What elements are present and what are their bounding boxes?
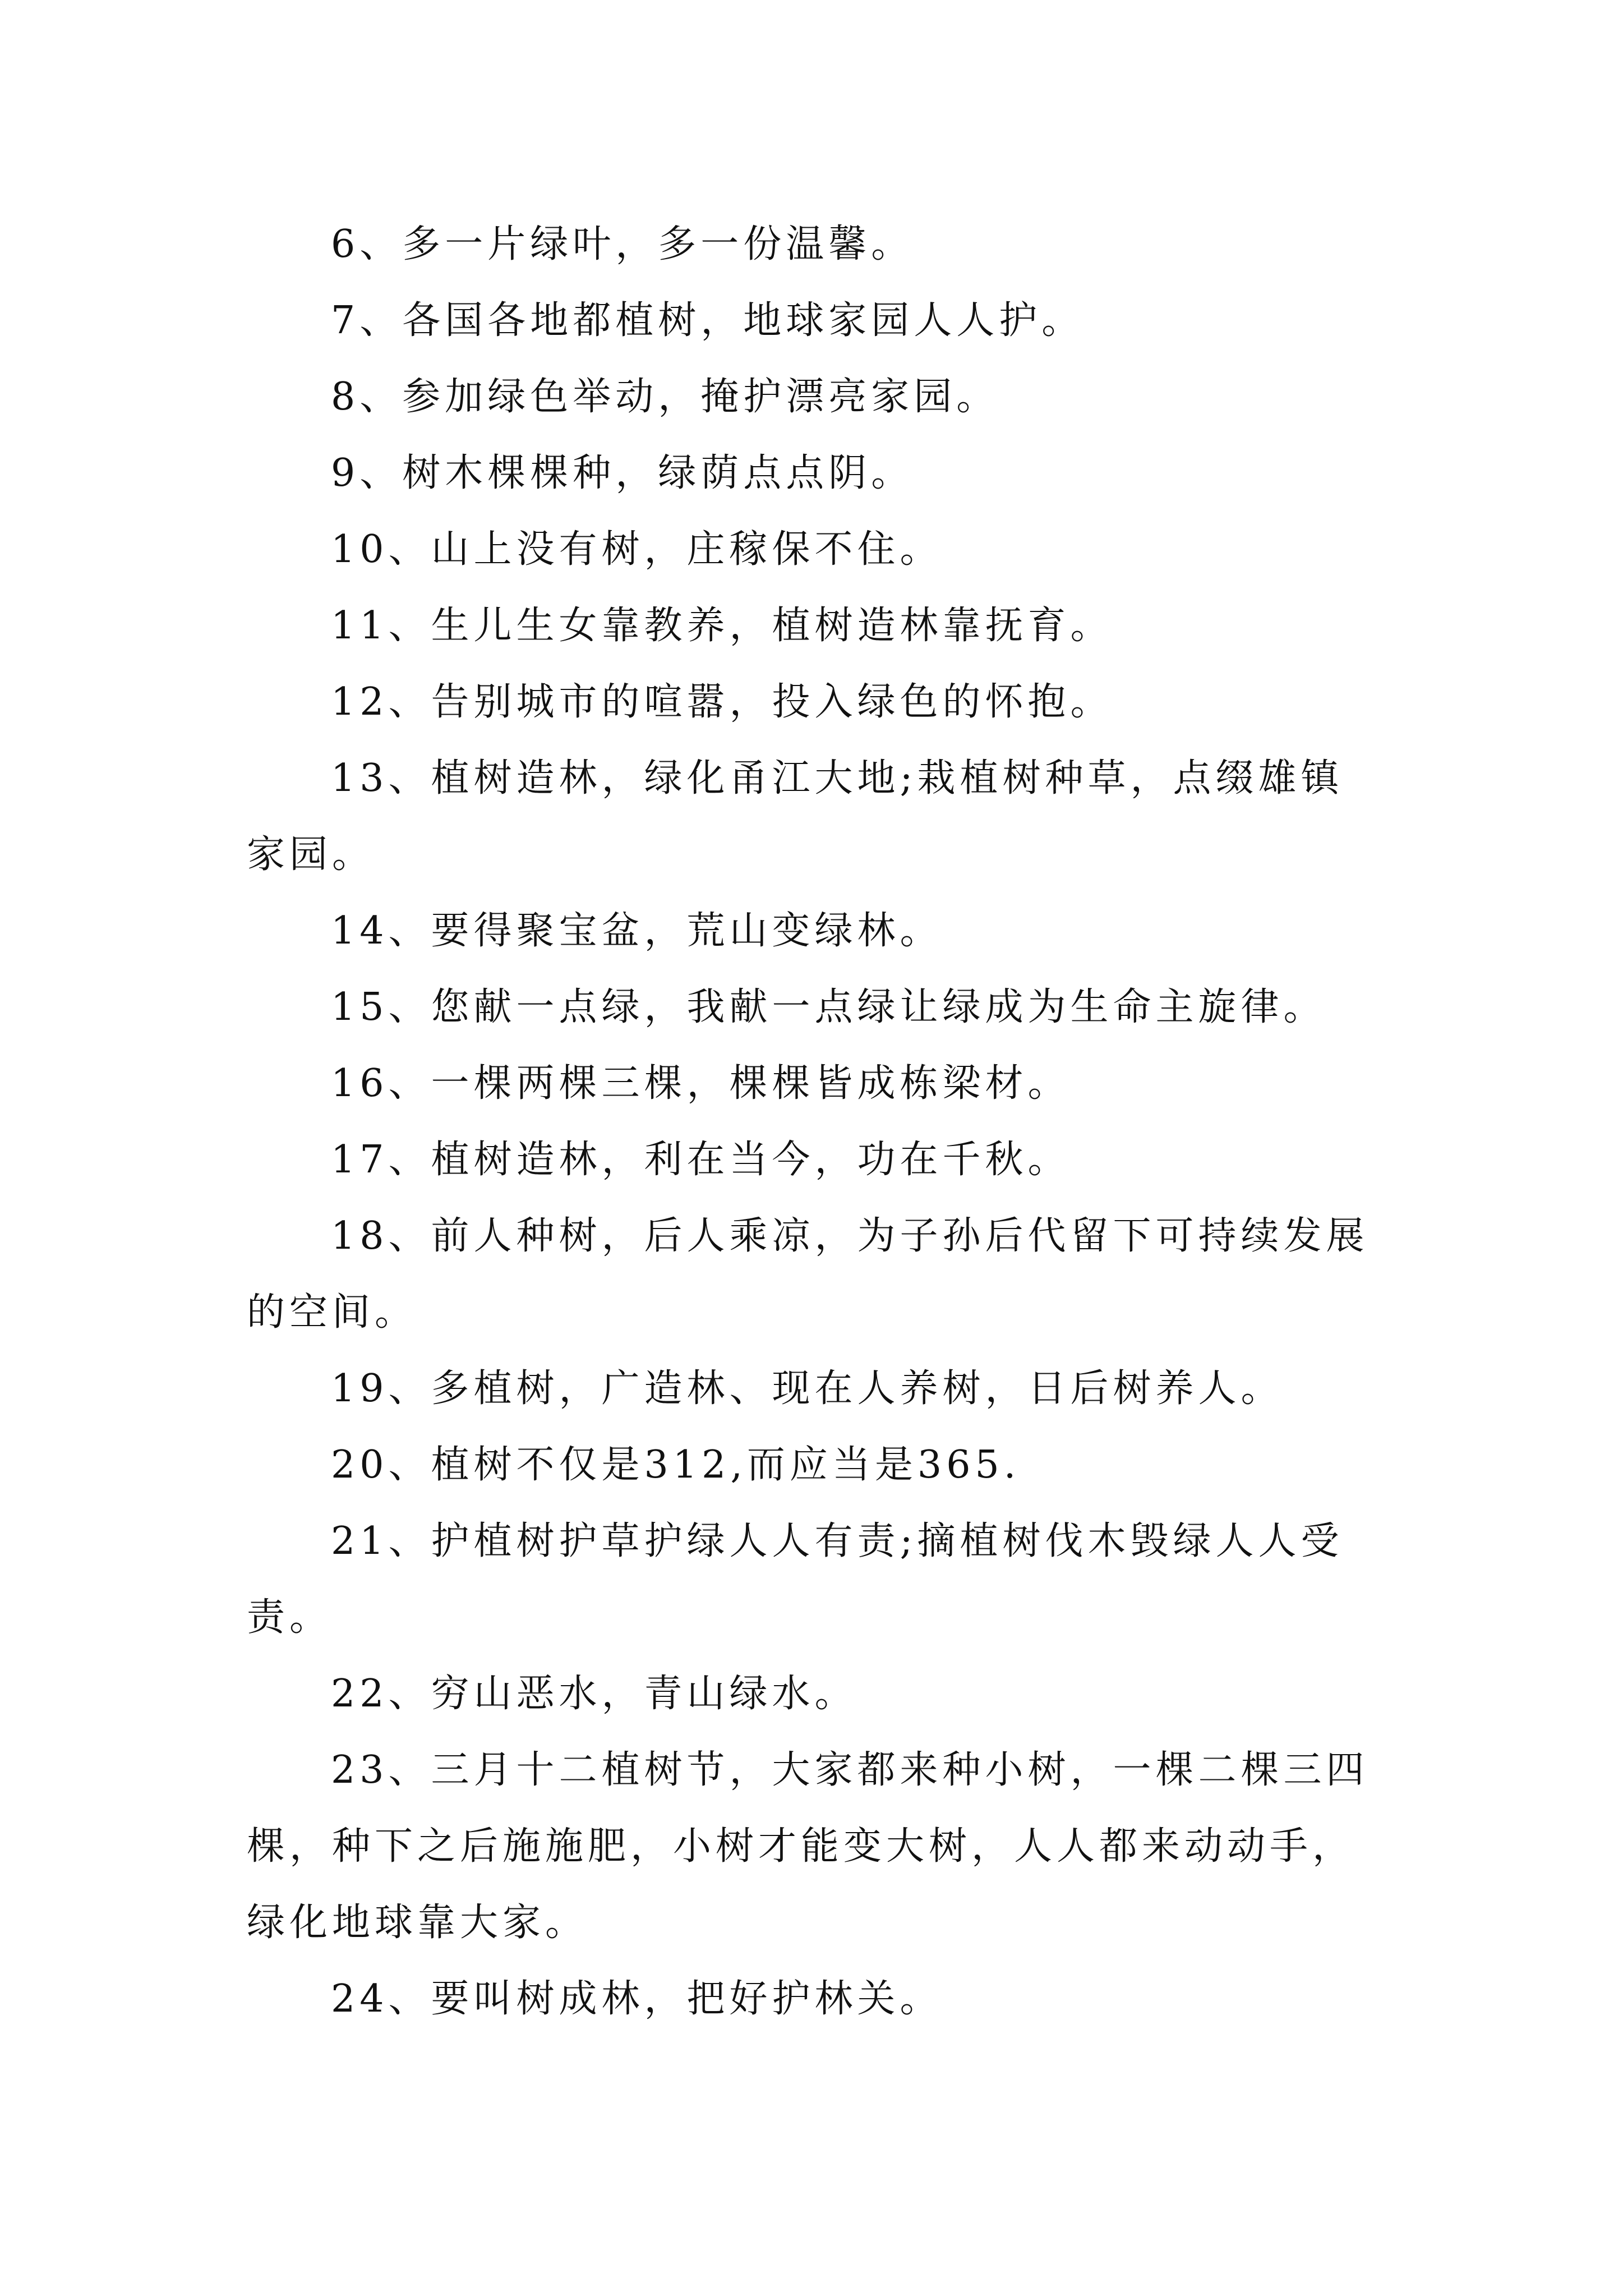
list-item: 11、生儿生女靠教养，植树造林靠抚育。 (331, 604, 1113, 648)
list-item: 18、前人种树，后人乘凉，为子孙后代留下可持续发展的空间。 (247, 1214, 1369, 1335)
list-item: 9、树木棵棵种，绿荫点点阴。 (331, 451, 914, 495)
list-item: 10、山上没有树，庄稼保不住。 (331, 527, 943, 572)
list-item: 8、参加绿色举动，掩护漂亮家园。 (331, 375, 999, 419)
list-item: 24、要叫树成林，把好护林关。 (331, 1977, 943, 2021)
list-item: 21、护植树护草护绿人人有责;摘植树伐木毁绿人人受责。 (247, 1519, 1344, 1640)
list-item: 20、植树不仅是312,而应当是365. (331, 1443, 1021, 1487)
slogan-list (247, 206, 1385, 2037)
list-item: 14、要得聚宝盆，荒山变绿林。 (331, 909, 943, 953)
list-item: 13、植树造林，绿化甬江大地;栽植树种草，点缀雄镇家园。 (247, 756, 1344, 877)
list-item: 22、穷山恶水，青山绿水。 (331, 1672, 857, 1716)
list-item: 16、一棵两棵三棵，棵棵皆成栋梁材。 (331, 1061, 1071, 1106)
list-item: 6、多一片绿叶，多一份温馨。 (331, 222, 914, 266)
list-item: 19、多植树，广造林、现在人养树，日后树养人。 (331, 1366, 1284, 1411)
list-item: 17、植树造林，利在当今，功在千秋。 (331, 1138, 1071, 1182)
list-item: 7、各国各地都植树，地球家园人人护。 (331, 298, 1085, 343)
list-item: 23、三月十二植树节，大家都来种小树，一棵二棵三四棵，种下之后施施肥，小树才能变大树，人人都来动动手，绿化地球靠大家。 (247, 1748, 1369, 1945)
list-item: 12、告别城市的喧嚣，投入绿色的怀抱。 (331, 680, 1113, 724)
list-item: 15、您献一点绿，我献一点绿让绿成为生命主旋律。 (331, 985, 1326, 1029)
